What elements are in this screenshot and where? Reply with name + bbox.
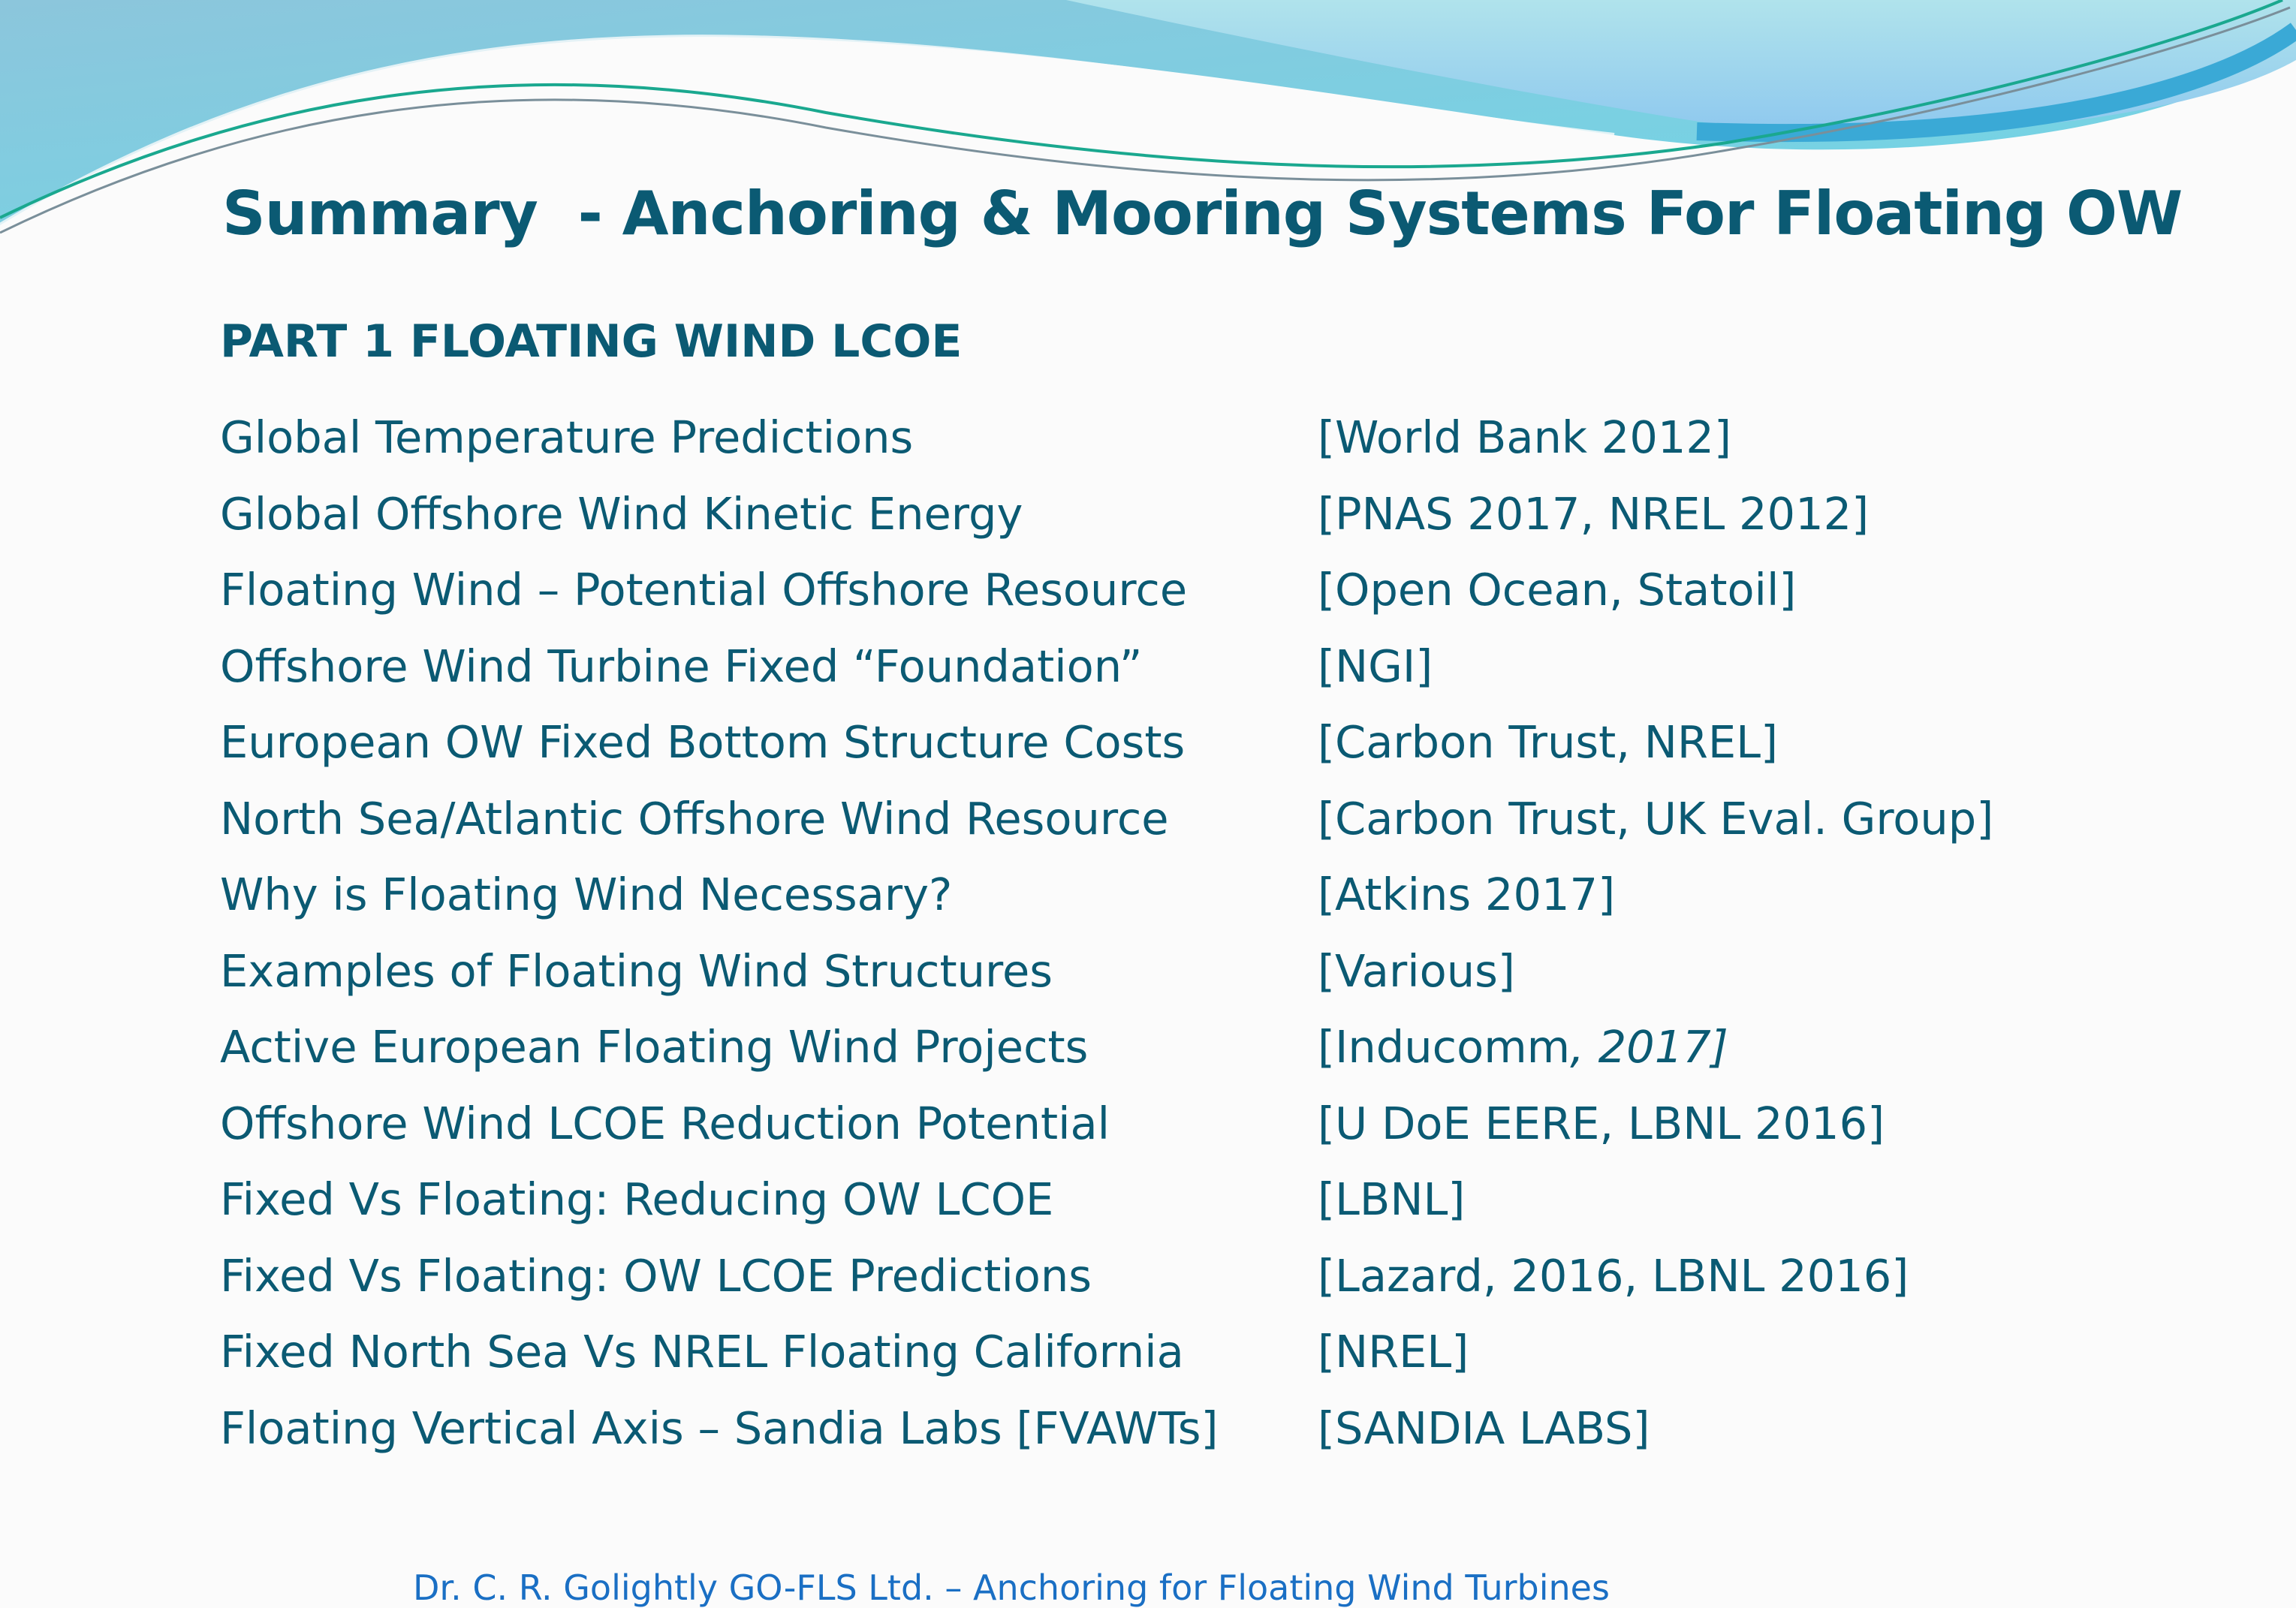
topic: Why is Floating Wind Necessary? — [220, 869, 953, 920]
topic: Fixed Vs Floating: Reducing OW LCOE — [220, 1173, 1054, 1225]
topic: Floating Wind – Potential Offshore Resource — [220, 564, 1188, 616]
source-italic: , 2017] — [1570, 1021, 1728, 1073]
slide-title: Summary - Anchoring & Mooring Systems For Floating OW — [222, 179, 2183, 248]
source: [Carbon Trust, UK Eval. Group] — [1318, 792, 1994, 845]
topic: Global Offshore Wind Kinetic Energy — [220, 487, 1023, 540]
source: [Carbon Trust, NREL] — [1318, 716, 1779, 768]
topic: Fixed Vs Floating: OW LCOE Predictions — [220, 1249, 1092, 1302]
list-item — [220, 869, 2247, 945]
topic: Offshore Wind LCOE Reduction Potential — [220, 1097, 1110, 1149]
list-item — [220, 1098, 2247, 1174]
source: [NREL] — [1318, 1326, 1469, 1378]
source: [Open Ocean, Statoil] — [1318, 564, 1797, 616]
topic: Active European Floating Wind Projects — [220, 1021, 1089, 1073]
source — [1318, 1021, 1728, 1073]
source: [Atkins 2017] — [1318, 869, 1616, 920]
source: [U DoE EERE, LBNL 2016] — [1318, 1097, 1885, 1149]
topic: Offshore Wind Turbine Fixed “Foundation” — [220, 640, 1143, 692]
list-item — [220, 1021, 2247, 1098]
list-item — [220, 1250, 2247, 1326]
list-item — [220, 1402, 2247, 1479]
topic: Global Temperature Predictions — [220, 411, 914, 463]
topic: Fixed North Sea Vs NREL Floating California — [220, 1326, 1184, 1378]
source-text: [Inducomm — [1318, 1021, 1571, 1073]
list-item — [220, 488, 2247, 565]
list-item — [220, 793, 2247, 869]
source: [Lazard, 2016, LBNL 2016] — [1318, 1249, 1909, 1302]
list-item — [220, 640, 2247, 717]
slide-footer: Dr. C. R. Golightly GO-FLS Ltd. – Anchoring for Floating Wind Turbines — [413, 1567, 1610, 1608]
list-item — [220, 1173, 2247, 1250]
source: [NGI] — [1318, 640, 1433, 692]
list-item — [220, 945, 2247, 1022]
source: [SANDIA LABS] — [1318, 1402, 1650, 1454]
list-item — [220, 716, 2247, 793]
source: [LBNL] — [1318, 1173, 1466, 1225]
section-heading: PART 1 FLOATING WIND LCOE — [220, 315, 963, 368]
source: [PNAS 2017, NREL 2012] — [1318, 487, 1870, 540]
topic: European OW Fixed Bottom Structure Costs — [220, 716, 1186, 768]
topic-list — [220, 411, 2247, 1478]
source: [World Bank 2012] — [1318, 411, 1731, 463]
topic: Examples of Floating Wind Structures — [220, 944, 1053, 997]
topic: Floating Vertical Axis – Sandia Labs [FVAWTs] — [220, 1402, 1219, 1454]
list-item — [220, 411, 2247, 488]
list-item — [220, 564, 2247, 640]
topic: North Sea/Atlantic Offshore Wind Resource — [220, 792, 1169, 845]
source: [Various] — [1318, 944, 1515, 997]
list-item — [220, 1326, 2247, 1402]
